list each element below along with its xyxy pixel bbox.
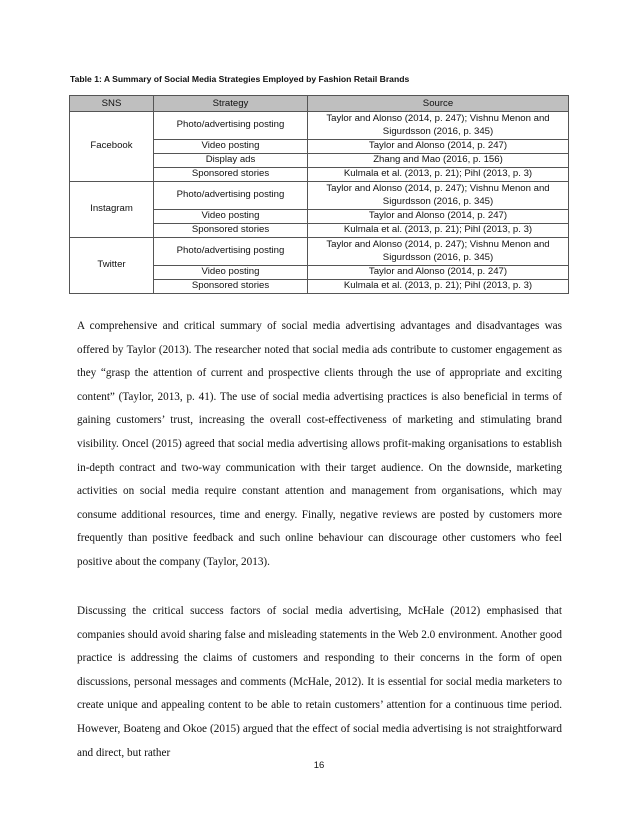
strategy-cell: Video posting xyxy=(154,140,308,154)
strategy-cell: Video posting xyxy=(154,210,308,224)
strategy-cell: Photo/advertising posting xyxy=(154,238,308,266)
source-cell: Taylor and Alonso (2014, p. 247); Vishnu Menon and Sigurdsson (2016, p. 345) xyxy=(308,182,569,210)
table-row xyxy=(70,112,569,140)
sns-cell-twitter: Twitter xyxy=(70,238,154,294)
source-cell: Taylor and Alonso (2014, p. 247) xyxy=(308,140,569,154)
strategy-cell: Display ads xyxy=(154,154,308,168)
header-source: Source xyxy=(308,96,569,112)
sns-cell-instagram: Instagram xyxy=(70,182,154,238)
source-cell: Kulmala et al. (2013, p. 21); Pihl (2013, p. 3) xyxy=(308,280,569,294)
strategy-cell: Photo/advertising posting xyxy=(154,112,308,140)
table-row xyxy=(70,238,569,266)
table-caption: Table 1: A Summary of Social Media Strategies Employed by Fashion Retail Brands xyxy=(70,74,410,84)
header-strategy: Strategy xyxy=(154,96,308,112)
source-cell: Taylor and Alonso (2014, p. 247); Vishnu Menon and Sigurdsson (2016, p. 345) xyxy=(308,238,569,266)
strategy-cell: Video posting xyxy=(154,266,308,280)
table-row xyxy=(70,182,569,210)
source-cell: Taylor and Alonso (2014, p. 247) xyxy=(308,266,569,280)
table-header-row xyxy=(70,96,569,112)
source-cell: Zhang and Mao (2016, p. 156) xyxy=(308,154,569,168)
strategy-cell: Photo/advertising posting xyxy=(154,182,308,210)
page-number: 16 xyxy=(313,760,325,771)
source-cell: Taylor and Alonso (2014, p. 247) xyxy=(308,210,569,224)
strategy-cell: Sponsored stories xyxy=(154,224,308,238)
source-cell: Kulmala et al. (2013, p. 21); Pihl (2013, p. 3) xyxy=(308,168,569,182)
body-paragraph: Discussing the critical success factors of social media advertising, McHale (2012) emphasised that companies should avoid sharing false and misleading statements in the Web 2.0 environment. Another good practice is addressing the claims of customers and responding to their concerns in the form of open discussions, personal messages and comments (McHale, 2012). It is essential for social media marketers to create unique and appealing content to be able to retain customers’ attention for a continuous time period. However, Boateng and Okoe (2015) argued that the effect of social media advertising is not straightforward and direct, but rather xyxy=(77,605,562,759)
strategy-table xyxy=(69,95,569,294)
source-cell: Taylor and Alonso (2014, p. 247); Vishnu Menon and Sigurdsson (2016, p. 345) xyxy=(308,112,569,140)
header-sns: SNS xyxy=(70,96,154,112)
sns-cell-facebook: Facebook xyxy=(70,112,154,182)
strategy-cell: Sponsored stories xyxy=(154,168,308,182)
body-paragraph: A comprehensive and critical summary of social media advertising advantages and disadvantages was offered by Taylor (2013). The researcher noted that social media ads contribute to customer engagement as they “grasp the attention of current and prospective clients through the use of appropriate and exciting content” (Taylor, 2013, p. 41). The use of social media advertising practices is also beneficial in terms of gaining customers’ trust, increasing the overall cost-effectiveness of marketing and stimulating brand visibility. Oncel (2015) agreed that social media advertising allows profit-making organisations to establish in-depth contract and two-way communication with their target audience. On the downside, marketing activities on social media require constant attention and management from organisations, which may consume additional resources, time and energy. Finally, negative reviews are posted by customers more frequently than positive feedback and such online behaviour can discourage other customers who feel positive about the company (Taylor, 2013). xyxy=(77,320,562,568)
source-cell: Kulmala et al. (2013, p. 21); Pihl (2013, p. 3) xyxy=(308,224,569,238)
strategy-cell: Sponsored stories xyxy=(154,280,308,294)
